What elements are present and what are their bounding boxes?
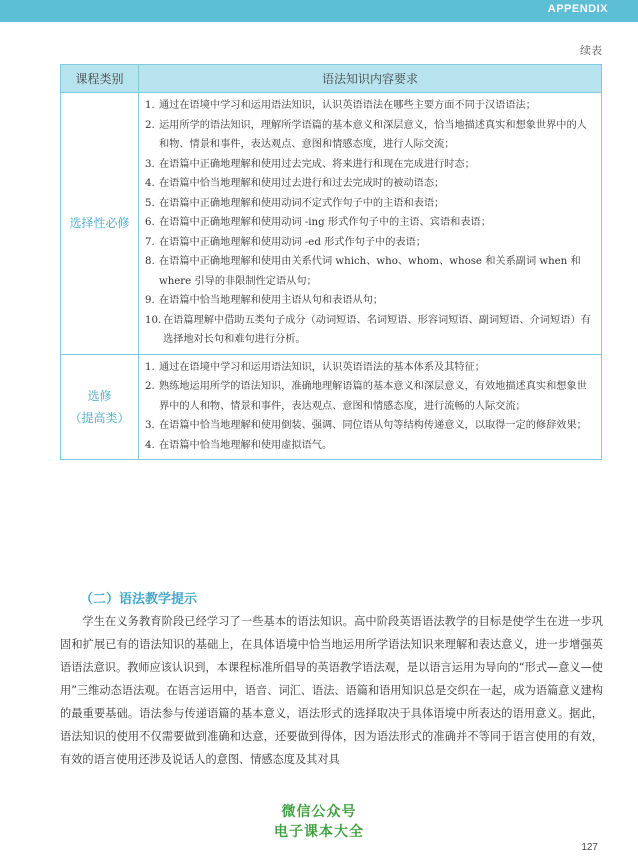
content-cell (139, 354, 602, 460)
item-text: 在语篇中恰当地理解和使用倒装、强调、同位语从句等结构传递意义，以取得一定的修辞效果； (159, 420, 587, 431)
table-row (61, 354, 602, 460)
item-text: 通过在语境中学习和运用语法知识，认识英语语法在哪些主要方面不同于汉语语法； (159, 100, 536, 111)
list-item (145, 194, 593, 214)
item-text: 在语篇中正确地理解和使用过去完成、将来进行和现在完成进行时态； (159, 158, 475, 170)
item-number: 6. (145, 217, 155, 228)
item-text: 在语篇中正确地理解和使用动词 -ed 形式作句子中的表语； (159, 236, 426, 248)
header-content-requirements: 语法知识内容要求 (139, 65, 602, 93)
list-item (145, 116, 593, 155)
item-text: 在语篇中正确地理解和使用动词不定式作句子中的主语和表语； (159, 197, 445, 209)
list-item (145, 377, 593, 416)
watermark-line: 微信公众号 (281, 804, 357, 820)
body-paragraph: 学生在义务教育阶段已经学习了一些基本的语法知识。高中阶段英语语法教学的目标是使学生在进一步巩固和扩展已有的语法知识的基础上，在具体语境中恰当地运用所学语法知识来理解和表达意义，进一步增强英语语法意识。教师应该认识到，本课程标准所倡导的英语教学语法观，是以语言运用为导向的“形式—意义—使用”三维动态语法观。在语言运用中，语音、词汇、语法、语篇和语用知识总是交织在一起，成为语篇意义建构的最重要基础。语法参与传递语篇的基本意义，语法形式的选择取决于具体语境中所表达的语用意义。据此，语法知识的使用不仅需要做到准确和达意，还要做到得体，因为语法形式的准确并不等同于语言使用的有效，有效的语言使用还涉及说话人的意图、情感态度及其对具 (60, 615, 603, 766)
list-item (145, 436, 593, 456)
item-number: 4. (145, 178, 155, 189)
continued-label: 续表 (580, 44, 602, 57)
category-label: 选择性必修 (69, 216, 130, 231)
item-number: 5. (145, 197, 155, 209)
list-item (145, 291, 593, 311)
page-number: 127 (581, 842, 598, 853)
item-number: 1. (145, 100, 155, 111)
table-row (61, 93, 602, 355)
header-course-category: 课程类别 (61, 65, 139, 93)
watermark-line: 电子课本大全 (274, 824, 364, 840)
header-bar (0, 0, 638, 22)
item-number: 1. (145, 361, 155, 373)
category-label: 选修 (87, 388, 112, 403)
table-header-row (61, 65, 602, 93)
item-number: 10. (145, 314, 162, 326)
watermark (0, 802, 638, 842)
item-text: 在语篇中恰当地理解和使用虚拟语气。 (159, 439, 333, 451)
item-text: 熟练地运用所学的语法知识，准确地理解语篇的基本意义和深层意义，有效地描述真实和想象世界中的人和物、情景和事件，表达观点、意图和情感态度，进行流畅的人际交流； (159, 381, 587, 412)
category-cell (61, 93, 139, 355)
item-number: 4. (145, 439, 155, 451)
grammar-requirements-table (60, 64, 602, 460)
item-text: 通过在语境中学习和运用语法知识，认识英语语法的基本体系及其特征； (159, 361, 485, 373)
item-number: 3. (145, 420, 155, 431)
item-number: 2. (145, 119, 155, 131)
list-item (145, 174, 593, 194)
item-number: 2. (145, 381, 155, 392)
item-text: 运用所学的语法知识，理解所学语篇的基本意义和深层意义，恰当地描述真实和想象世界中的人和物、情景和事件，表达观点、意图和情感态度，进行人际交流； (159, 119, 587, 150)
category-cell (61, 354, 139, 460)
requirement-list (145, 96, 593, 350)
item-text: 在语篇中恰当地理解和使用主语从句和表语从句； (159, 295, 384, 306)
list-item (145, 252, 593, 291)
list-item (145, 96, 593, 116)
list-item (145, 155, 593, 175)
item-number: 9. (145, 295, 155, 306)
item-text: 在语篇理解中借助五类句子成分（动词短语、名词短语、形容词短语、副词短语、介词短语）有选择地对长句和难句进行分析。 (163, 314, 591, 345)
item-number: 3. (145, 158, 155, 170)
list-item (145, 213, 593, 233)
list-item (145, 358, 593, 378)
list-item (145, 311, 593, 350)
item-number: 7. (145, 236, 155, 248)
appendix-label: APPENDIX (547, 3, 608, 15)
item-text: 在语篇中恰当地理解和使用过去进行和过去完成时的被动语态； (159, 178, 445, 189)
item-number: 8. (145, 256, 155, 267)
list-item (145, 416, 593, 436)
item-text: 在语篇中正确地理解和使用由关系代词 which、who、whom、whose 和关系副词 when 和 where 引导的非限制性定语从句； (159, 256, 581, 287)
list-item (145, 233, 593, 253)
item-text: 在语篇中正确地理解和使用动词 -ing 形式作句子中的主语、宾语和表语； (159, 217, 491, 228)
content-cell (139, 93, 602, 355)
requirement-list (145, 358, 593, 456)
category-sublabel: （提高类） (69, 410, 130, 425)
section-heading: （二）语法教学提示 (80, 592, 198, 607)
